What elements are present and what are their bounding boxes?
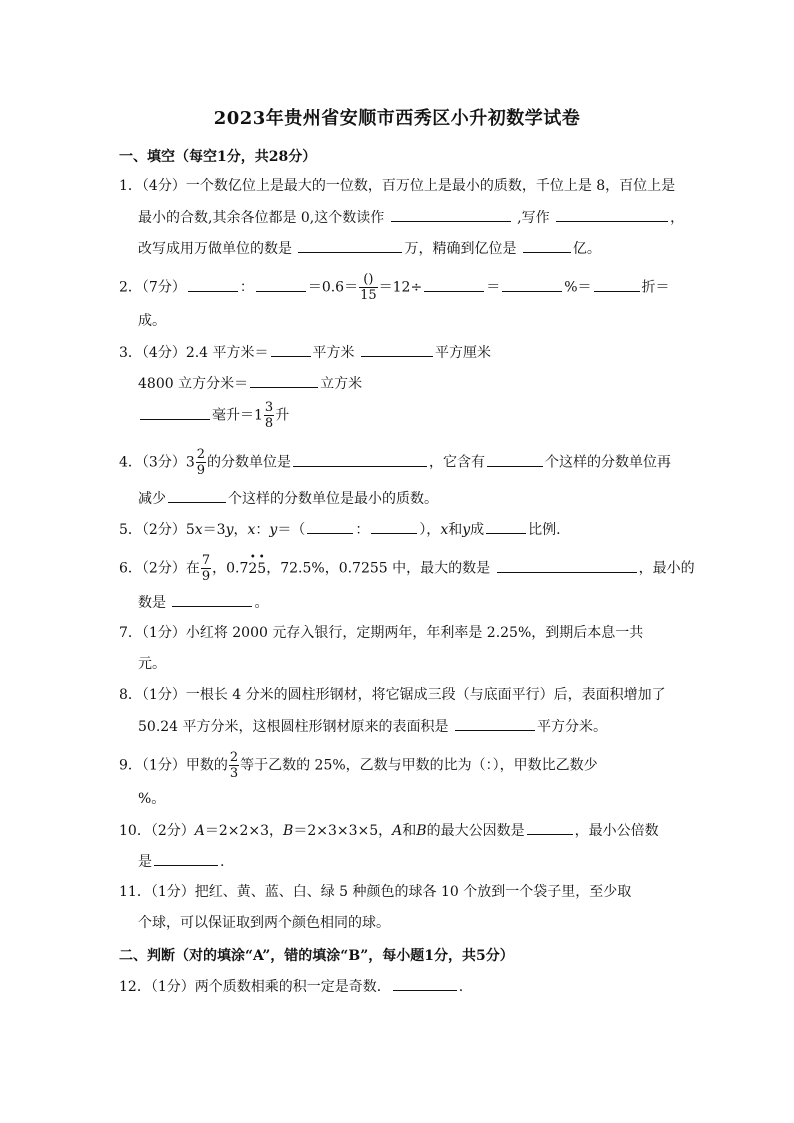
question-8-line-2: 50.24 平方分米，这根圆柱形钢材原来的表面积是 平方分米。 [138, 716, 607, 737]
fraction: $\frac{7}{9}$ [201, 553, 211, 584]
answer-blank[interactable] [594, 277, 640, 292]
question-3-line-1: 3．（4分）2.4 平方米＝ 平方米 平方厘米 [119, 342, 491, 363]
question-8-line-1: 8．（1分）一根长 4 分米的圆柱形钢材，将它锯成三段（与底面平行）后，表面积增加了 [119, 687, 666, 703]
answer-blank[interactable] [271, 342, 311, 357]
answer-blank[interactable] [455, 716, 535, 731]
question-3-line-2: 4800 立方分米＝ 立方米 [138, 373, 362, 394]
answer-blank[interactable] [168, 488, 226, 503]
page-title: 2023年贵州省安顺市西秀区小升初数学试卷 [213, 108, 581, 129]
question-5-line-1: 5．（2分）5x＝3y，x：y＝（ ： ），x和y成 比例. [119, 519, 561, 540]
answer-blank[interactable] [140, 405, 210, 420]
question-12-line-1: 12．（1分）两个质数相乘的积一定是奇数． . [119, 976, 463, 997]
answer-blank[interactable] [523, 238, 571, 253]
question-9-line-2: %。 [138, 791, 166, 807]
answer-blank[interactable] [497, 558, 637, 573]
answer-blank[interactable] [256, 277, 306, 292]
question-10-line-2: 是 . [138, 851, 224, 872]
section-heading-fill-in: 一、填空（每空1分，共28分） [119, 149, 317, 165]
question-2-line-1: 2．（7分） ： ＝0.6＝ $\frac{()}{15}$ ＝12÷ ＝ %＝ 折＝ [119, 272, 670, 303]
question-7-line-1: 7．（1分）小红将 2000 元存入银行，定期两年，年利率是 2.25%，到期后本息一共 [119, 625, 644, 641]
question-4-line-1: 4．（3分）3 $\frac{2}{9}$ 的分数单位是 ，它含有 个这样的分数单位再 [119, 447, 672, 478]
question-2-line-2: 成。 [138, 313, 166, 329]
answer-blank[interactable] [154, 851, 218, 866]
question-10-line-1: 10．（2分）A＝2×2×3，B＝2×3×3×5，A和B的最大公因数是 ，最小公倍数 [119, 820, 659, 841]
answer-blank[interactable] [188, 277, 238, 292]
answer-blank[interactable] [371, 519, 417, 534]
answer-blank[interactable] [502, 277, 562, 292]
repeating-digit: • 5 [257, 551, 267, 577]
answer-blank[interactable] [172, 592, 252, 607]
question-11-line-1: 11．（1分）把红、黄、蓝、白、绿 5 种颜色的球各 10 个放到一个袋子里，至少取 [119, 884, 632, 900]
question-11-line-2: 个球，可以保证取到两个颜色相同的球。 [138, 915, 390, 931]
question-7-line-2: 元。 [138, 656, 166, 672]
repeating-digit: • 2 [248, 551, 258, 577]
answer-blank[interactable] [486, 519, 526, 534]
question-9-line-1: 9．（1分）甲数的 $\frac{2}{3}$ 等于乙数的 25%，乙数与甲数的比为（：），甲数比乙数少 [119, 750, 598, 781]
question-1-line-3: 改写成用万做单位的数是 万，精确到亿位是 亿。 [138, 238, 601, 259]
question-1-line-1: 1．（4分）一个数亿位上是最大的一位数，百万位上是最小的质数，千位上是 8，百位上是 [119, 178, 676, 194]
question-1-line-2: 最小的合数,其余各位都是 0,这个数读作 ,写作 ， [138, 207, 684, 228]
fraction: $\frac{()}{15}$ [360, 272, 377, 303]
answer-blank[interactable] [250, 373, 318, 388]
answer-blank[interactable] [556, 207, 668, 222]
fraction: $\frac{2}{3}$ [229, 750, 239, 781]
section-heading-true-false: 二、判断（对的填涂“A”，错的填涂“B”，每小题1分，共5分） [119, 948, 514, 964]
answer-blank[interactable] [293, 452, 427, 467]
answer-blank[interactable] [361, 342, 433, 357]
fraction: $\frac{2}{9}$ [196, 447, 206, 478]
question-6-line-2: 数是 。 [138, 592, 268, 613]
answer-blank[interactable] [393, 976, 457, 991]
answer-blank[interactable] [487, 452, 543, 467]
answer-blank[interactable] [424, 277, 484, 292]
answer-blank[interactable] [307, 519, 353, 534]
question-6-line-1: 6．（2分）在 $\frac{7}{9}$ ，0.7 • 2 • 5，72.5%，0.7255 中，最大的数是 ，最小的 [119, 551, 695, 584]
question-3-line-3: 毫升＝1 $\frac{3}{8}$ 升 [138, 400, 289, 431]
answer-blank[interactable] [298, 238, 402, 253]
answer-blank[interactable] [391, 207, 511, 222]
fraction: $\frac{3}{8}$ [264, 400, 274, 431]
answer-blank[interactable] [527, 820, 573, 835]
question-4-line-2: 减少 个这样的分数单位是最小的质数。 [138, 488, 438, 509]
